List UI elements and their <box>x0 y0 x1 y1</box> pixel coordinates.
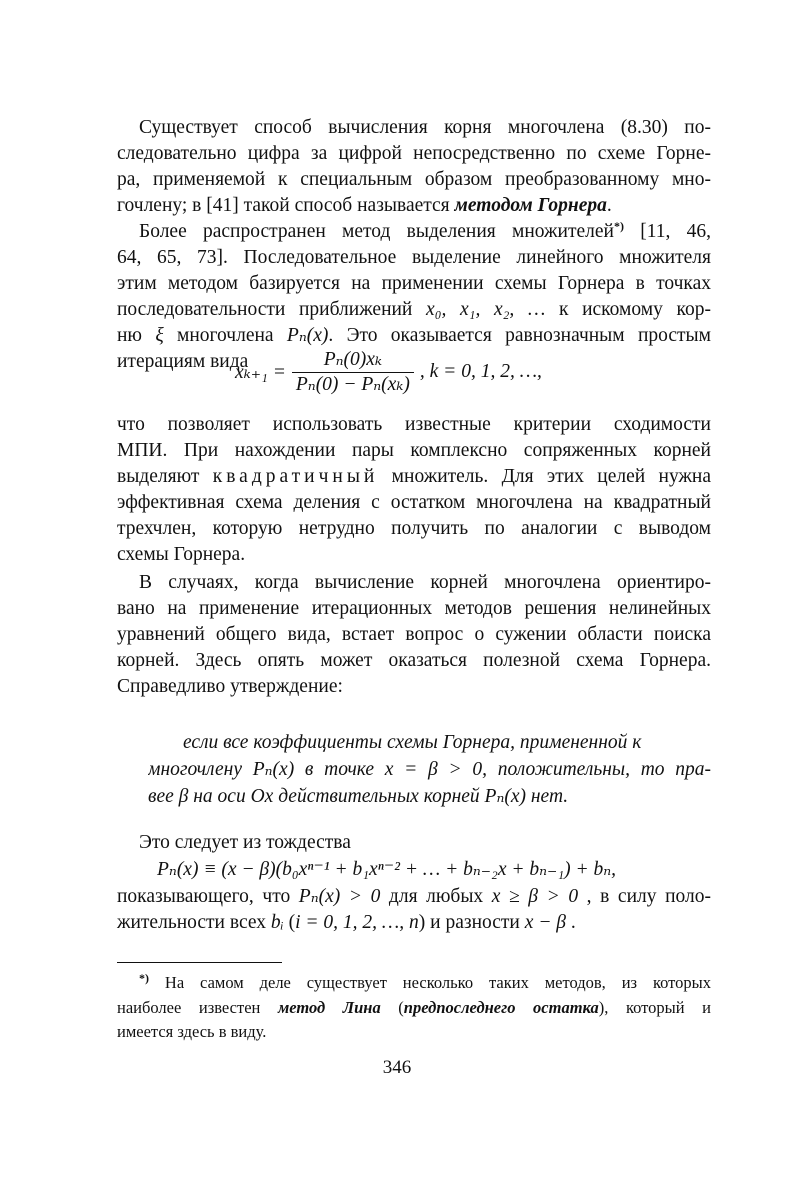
text-line <box>117 622 711 648</box>
text-segment: нет. <box>526 786 569 807</box>
text-segment: последовательности приближений <box>117 299 427 320</box>
iteration-formula <box>235 340 542 404</box>
math-expression: Pₙ(x) <box>286 325 329 346</box>
text-line <box>117 464 711 490</box>
text-segment: МПИ. При нахождении пары комплексно сопряженных корней <box>117 440 711 461</box>
text-segment: в точке <box>294 759 385 780</box>
text-segment: если все коэффициенты схемы Горнера, примененной к <box>183 732 642 753</box>
text-segment: Справедливо утверждение: <box>117 676 343 697</box>
text-segment: многочлену <box>148 759 253 780</box>
text-segment: ра, применяемой к специальным образом преобразованному мно- <box>117 169 711 190</box>
text-segment: На самом деле существует несколько таких методов, из которых <box>149 973 711 992</box>
text-segment: трехчлен, которую нетрудно получить по аналогии с выводом <box>117 518 711 539</box>
text-segment: показывающего, что <box>117 886 299 907</box>
text-line <box>148 757 711 783</box>
math-expression: β <box>178 786 189 807</box>
text-segment: . <box>606 195 612 216</box>
footnote-line <box>139 971 711 995</box>
text-segment: . Это оказывается равнозначным простым <box>328 325 711 346</box>
text-line <box>139 219 711 245</box>
math-expression: i = 0, 1, 2, …, n <box>295 912 419 933</box>
footnote-line <box>117 996 711 1020</box>
math-expression: x ≥ β > 0 <box>491 886 579 907</box>
text-line <box>117 910 711 936</box>
text-line <box>139 570 711 596</box>
text-line <box>117 297 711 323</box>
text-segment: [11, 46, <box>623 221 711 242</box>
text-segment: Это следует из тождества <box>139 832 351 853</box>
footnote-marker: *) <box>613 219 624 233</box>
text-segment: ) и разности <box>418 912 525 933</box>
text-segment: имеется здесь в виду. <box>117 1022 267 1041</box>
text-segment: вее <box>148 786 179 807</box>
text-segment: ( <box>380 998 404 1017</box>
text-segment: ), который и <box>598 998 711 1017</box>
math-expression: x = β > 0 <box>384 759 483 780</box>
text-segment: эффективная схема деления с остатком многочлена на квадратный <box>117 492 711 513</box>
text-line <box>117 412 711 438</box>
formula-lhs: xₖ₊₁ = <box>235 362 286 383</box>
math-expression: Pₙ(x) <box>252 759 295 780</box>
text-line <box>117 271 711 297</box>
text-segment: 64, 65, 73]. Последовательное выделение линейного множителя <box>117 247 711 268</box>
text-segment: наиболее известен <box>117 998 278 1017</box>
math-expression: bᵢ <box>270 912 284 933</box>
math-expression: Pₙ(x) ≡ (x − β)(b₀xⁿ⁻¹ + b₁xⁿ⁻² + … + bₙ₋₂x + bₙ₋₁) + bₙ, <box>157 859 617 880</box>
text-segment: квадратичный <box>212 466 379 487</box>
text-line <box>117 596 711 622</box>
text-line <box>117 542 711 568</box>
text-segment: ню <box>117 325 156 346</box>
math-expression: Pₙ(x) <box>484 786 526 807</box>
text-line <box>157 857 711 883</box>
fraction-denominator: Pₙ(0) − Pₙ(xₖ) <box>292 372 414 397</box>
text-line <box>117 438 711 464</box>
text-segment: множитель. Для этих целей нужна <box>378 466 711 487</box>
text-line <box>117 245 711 271</box>
page-number: 346 <box>382 1057 412 1078</box>
text-line <box>148 784 711 810</box>
text-line <box>117 516 711 542</box>
math-expression: x − β <box>524 912 567 933</box>
text-segment: . <box>566 912 576 933</box>
text-segment: уравнений общего вида, встает вопрос о сужении области поиска <box>117 624 711 645</box>
math-expression: ξ <box>155 325 164 346</box>
text-line <box>117 674 711 700</box>
text-segment: , в силу поло- <box>578 886 711 907</box>
footnote-line <box>117 1020 711 1044</box>
fraction-numerator: Pₙ(0)xₖ <box>323 348 383 370</box>
text-segment: В случаях, когда вычисление корней многочлена ориентиро- <box>139 572 711 593</box>
text-segment: Более распространен метод выделения множителей <box>139 221 614 242</box>
text-segment: предпоследнего остатка <box>403 998 599 1017</box>
text-segment: следовательно цифра за цифрой непосредственно по схеме Горне- <box>117 143 711 164</box>
text-segment: схемы Горнера. <box>117 544 246 565</box>
math-expression: Pₙ(x) > 0 <box>298 886 381 907</box>
text-line <box>117 648 711 674</box>
text-segment: к искомому кор- <box>545 299 711 320</box>
footnote-marker: *) <box>139 971 149 985</box>
text-line <box>117 141 711 167</box>
text-segment: вано на применение итерационных методов решения нелинейных <box>117 598 711 619</box>
text-line <box>139 830 711 856</box>
text-segment: для любых <box>380 886 492 907</box>
footnote-divider <box>117 962 282 963</box>
text-line <box>139 115 711 141</box>
fraction <box>292 348 414 397</box>
text-line <box>117 884 711 910</box>
text-segment: итерациям вида <box>117 351 249 372</box>
text-segment: этим методом базируется на применении схемы Горнера в точках <box>117 273 711 294</box>
text-segment: многочлена <box>163 325 287 346</box>
text-segment: методом Горнера <box>454 195 607 216</box>
text-segment: выделяют <box>117 466 213 487</box>
text-line <box>117 193 711 219</box>
text-segment: ( <box>283 912 296 933</box>
text-segment: корней. Здесь опять может оказаться полезной схема Горнера. <box>117 650 711 671</box>
math-expression: x₀, x₁, x₂, … <box>426 299 546 320</box>
text-line <box>183 730 711 756</box>
text-segment: жительности всех <box>117 912 271 933</box>
text-line <box>117 167 711 193</box>
formula-tail: , k = 0, 1, 2, …, <box>419 361 542 382</box>
text-line <box>117 490 711 516</box>
text-segment: метод Лина <box>277 998 381 1017</box>
text-segment: на оси Ox действительных корней <box>188 786 485 807</box>
text-segment: , положительны, то пра- <box>482 759 711 780</box>
text-segment: Существует способ вычисления корня многочлена (8.30) по- <box>139 117 711 138</box>
text-segment: гочлену; в [41] такой способ называется <box>117 195 455 216</box>
text-segment: что позволяет использовать известные критерии сходимости <box>117 414 711 435</box>
